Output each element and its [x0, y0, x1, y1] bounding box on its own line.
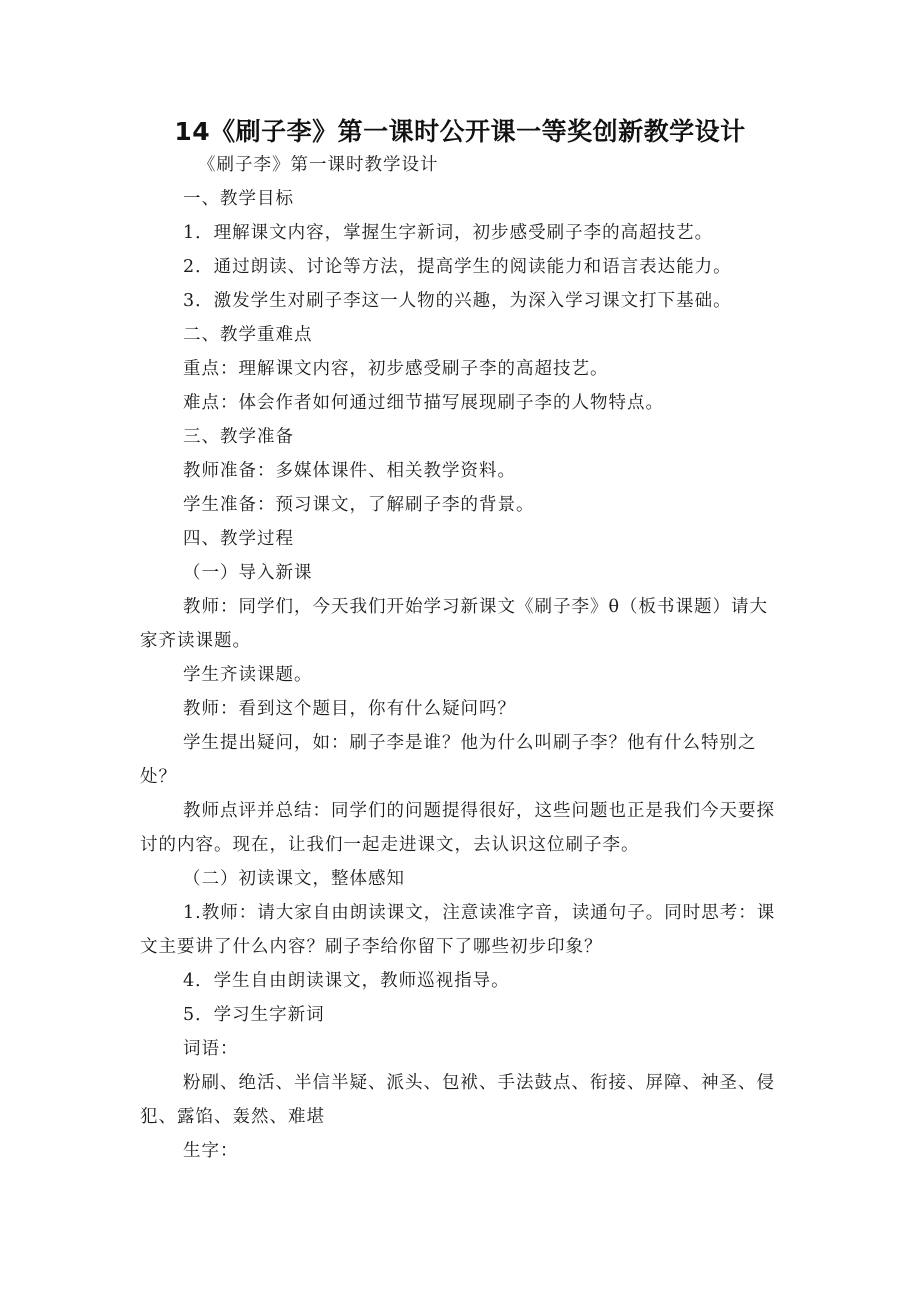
- step-heading-first-reading: （二）初读课文，整体感知: [183, 869, 405, 889]
- goal-item-2: 2．通过朗读、讨论等方法，提高学生的阅读能力和语言表达能力。: [183, 257, 732, 277]
- paragraph: 教师：看到这个题目，你有什么疑问吗？: [183, 699, 516, 719]
- paragraph: 4．学生自由朗读课文，教师巡视指导。: [183, 971, 510, 991]
- paragraph: 学生齐读课题。: [183, 665, 313, 685]
- student-preparation: 学生准备：预习课文，了解刷子李的背景。: [183, 495, 535, 515]
- paragraph: 教师：同学们，今天我们开始学习新课文《刷子李》θ（板书课题）请大家齐读课题。: [140, 597, 769, 651]
- paragraph: 词语：: [183, 1039, 239, 1059]
- paragraph: 学生提出疑问，如：刷子李是谁？他为什么叫刷子李？他有什么特别之处？: [140, 733, 757, 787]
- paragraph: 教师点评并总结：同学们的问题提得很好，这些问题也正是我们今天要探讨的内容。现在，让我们一起走进课文，去认识这位刷子李。: [140, 801, 775, 855]
- document-subtitle: 《刷子李》第一课时教学设计: [198, 155, 439, 175]
- goal-item-1: 1．理解课文内容，掌握生字新词，初步感受刷子李的高超技艺。: [183, 223, 714, 243]
- paragraph: 生字：: [183, 1141, 239, 1161]
- section-heading-key-points: 二、教学重难点: [183, 325, 313, 345]
- paragraph: 5．学习生字新词: [183, 1005, 325, 1025]
- section-heading-process: 四、教学过程: [183, 529, 294, 549]
- vocabulary-list: 粉刷、绝活、半信半疑、派头、包袱、手法鼓点、衔接、屏障、神圣、侵犯、露馅、轰然、难堪: [140, 1073, 775, 1127]
- document-title: 14《刷子李》第一课时公开课一等奖创新教学设计: [174, 117, 746, 146]
- difficult-point: 难点：体会作者如何通过细节描写展现刷子李的人物特点。: [183, 393, 664, 413]
- paragraph: 1.教师：请大家自由朗读课文，注意读准字音，读通句子。同时思考：课文主要讲了什么内容？刷子李给你留下了哪些初步印象？: [140, 903, 776, 957]
- key-point: 重点：理解课文内容，初步感受刷子李的高超技艺。: [183, 359, 609, 379]
- teacher-preparation: 教师准备：多媒体课件、相关教学资料。: [183, 461, 516, 481]
- section-heading-preparation: 三、教学准备: [183, 427, 294, 447]
- step-heading-intro: （一）导入新课: [183, 563, 313, 583]
- goal-item-3: 3．激发学生对刷子李这一人物的兴趣，为深入学习课文打下基础。: [183, 291, 732, 311]
- section-heading-goals: 一、教学目标: [183, 189, 294, 209]
